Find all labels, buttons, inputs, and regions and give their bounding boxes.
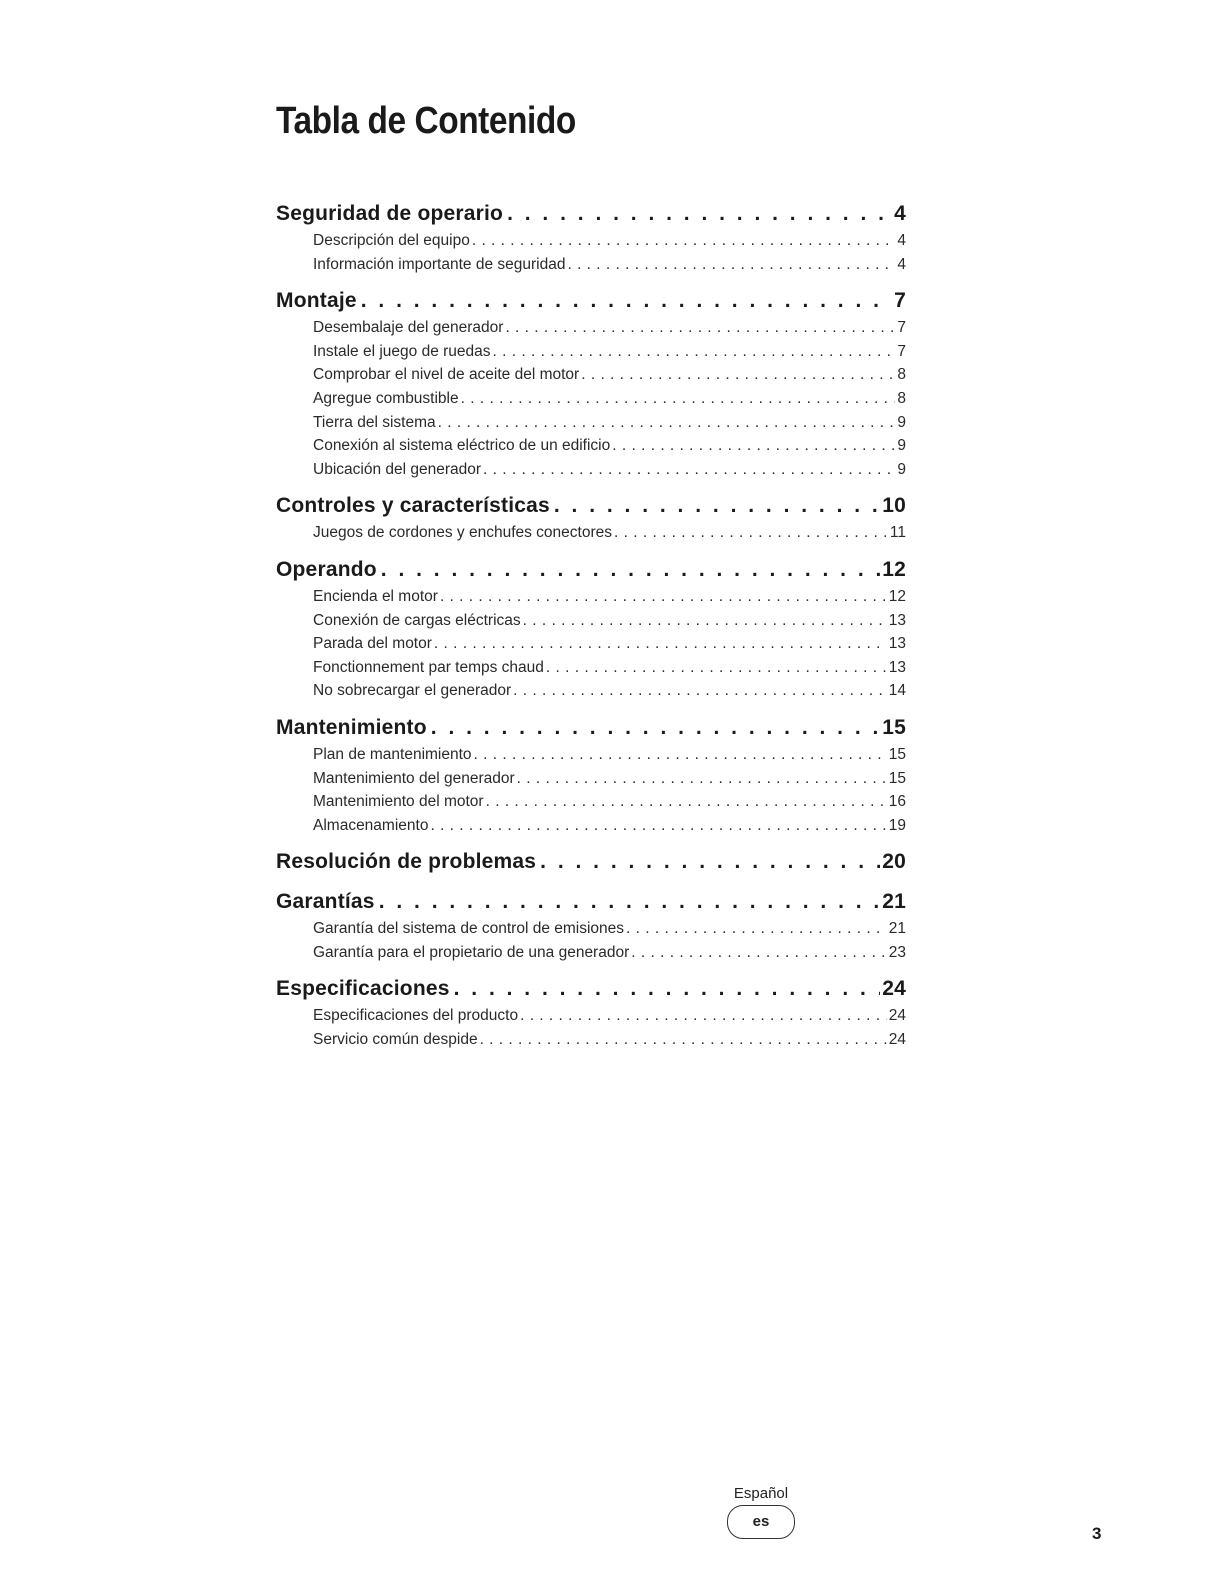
toc-entry[interactable] <box>276 1028 906 1052</box>
toc-entry-page: 24 <box>887 1004 906 1028</box>
toc-entry-page: 19 <box>887 814 906 838</box>
toc-section <box>276 886 906 964</box>
toc-entry-page: 15 <box>887 767 906 791</box>
toc-entry-label: Tierra del sistema <box>313 411 436 435</box>
toc-section-page: 24 <box>880 973 906 1004</box>
toc-entry-label: Garantía para el propietario de una generador <box>313 941 629 965</box>
toc-entry-page: 7 <box>895 316 906 340</box>
toc-entry-page: 9 <box>895 434 906 458</box>
toc-section-title: Montaje <box>276 285 357 316</box>
toc-section-title: Operando <box>276 554 377 585</box>
dot-leader <box>357 285 892 316</box>
toc-entry-label: Servicio común despide <box>313 1028 478 1052</box>
toc-section-page: 10 <box>880 490 906 521</box>
toc-section-heading[interactable] <box>276 712 906 743</box>
toc-entry[interactable] <box>276 632 906 656</box>
language-indicator <box>711 1485 811 1539</box>
toc-entry-page: 13 <box>887 632 906 656</box>
dot-leader <box>511 679 887 703</box>
toc-entry[interactable] <box>276 917 906 941</box>
toc-entry[interactable] <box>276 656 906 680</box>
toc-entry-page: 7 <box>895 340 906 364</box>
dot-leader <box>481 458 895 482</box>
toc-entry[interactable] <box>276 458 906 482</box>
dot-leader <box>377 554 880 585</box>
toc-entry-label: Mantenimiento del motor <box>313 790 484 814</box>
dot-leader <box>515 767 887 791</box>
toc-entry-label: No sobrecargar el generador <box>313 679 511 703</box>
page-number: 3 <box>1092 1524 1102 1543</box>
toc-section <box>276 712 906 837</box>
dot-leader <box>518 1004 887 1028</box>
dot-leader <box>438 585 887 609</box>
toc-section <box>276 198 906 276</box>
toc-section-heading[interactable] <box>276 285 906 316</box>
dot-leader <box>472 743 887 767</box>
toc-entry-page: 4 <box>895 229 906 253</box>
toc-entry[interactable] <box>276 340 906 364</box>
dot-leader <box>484 790 887 814</box>
dot-leader <box>610 434 895 458</box>
toc-section-heading[interactable] <box>276 490 906 521</box>
dot-leader <box>459 387 896 411</box>
toc-entry-label: Conexión al sistema eléctrico de un edificio <box>313 434 610 458</box>
toc-entry-page: 12 <box>887 585 906 609</box>
dot-leader <box>579 363 895 387</box>
toc-entry-label: Garantía del sistema de control de emisiones <box>313 917 624 941</box>
toc-section-title: Mantenimiento <box>276 712 427 743</box>
table-of-contents <box>276 198 906 1061</box>
toc-section <box>276 554 906 703</box>
toc-section-page: 15 <box>880 712 906 743</box>
toc-entry-page: 8 <box>895 363 906 387</box>
dot-leader <box>624 917 887 941</box>
toc-entry[interactable] <box>276 229 906 253</box>
toc-entry-page: 23 <box>887 941 906 965</box>
dot-leader <box>629 941 887 965</box>
toc-section-title: Resolución de problemas <box>276 846 536 877</box>
toc-entry-page: 8 <box>895 387 906 411</box>
toc-section-page: 7 <box>892 285 906 316</box>
toc-entry-label: Plan de mantenimiento <box>313 743 472 767</box>
toc-entry[interactable] <box>276 679 906 703</box>
toc-entry-page: 13 <box>887 609 906 633</box>
dot-leader <box>375 886 881 917</box>
toc-section-heading[interactable] <box>276 886 906 917</box>
toc-entry[interactable] <box>276 585 906 609</box>
toc-section-title: Garantías <box>276 886 375 917</box>
dot-leader <box>521 609 887 633</box>
toc-entry-label: Comprobar el nivel de aceite del motor <box>313 363 579 387</box>
toc-entry[interactable] <box>276 434 906 458</box>
toc-entry[interactable] <box>276 253 906 277</box>
dot-leader <box>436 411 896 435</box>
toc-section-title: Seguridad de operario <box>276 198 503 229</box>
dot-leader <box>544 656 887 680</box>
toc-entry-label: Parada del motor <box>313 632 432 656</box>
toc-entry-label: Especificaciones del producto <box>313 1004 518 1028</box>
toc-entry-label: Instale el juego de ruedas <box>313 340 491 364</box>
language-label: Español <box>733 1485 789 1502</box>
toc-entry-page: 21 <box>887 917 906 941</box>
toc-entry-label: Conexión de cargas eléctricas <box>313 609 521 633</box>
toc-entry-label: Encienda el motor <box>313 585 438 609</box>
toc-section <box>276 846 906 877</box>
dot-leader <box>612 521 888 545</box>
toc-entry[interactable] <box>276 1004 906 1028</box>
toc-entry-label: Mantenimiento del generador <box>313 767 515 791</box>
toc-entry-page: 16 <box>887 790 906 814</box>
toc-entry-page: 11 <box>888 521 906 545</box>
toc-entry[interactable] <box>276 767 906 791</box>
dot-leader <box>478 1028 887 1052</box>
toc-section-title: Especificaciones <box>276 973 450 1004</box>
toc-entry[interactable] <box>276 790 906 814</box>
toc-section-title: Controles y características <box>276 490 550 521</box>
dot-leader <box>432 632 887 656</box>
dot-leader <box>427 712 880 743</box>
toc-entry[interactable] <box>276 363 906 387</box>
toc-entry[interactable] <box>276 316 906 340</box>
toc-entry-page: 15 <box>887 743 906 767</box>
toc-entry-page: 14 <box>887 679 906 703</box>
dot-leader <box>565 253 895 277</box>
toc-section-heading[interactable] <box>276 198 906 229</box>
toc-entry[interactable] <box>276 387 906 411</box>
toc-section <box>276 285 906 481</box>
toc-entry-page: 13 <box>887 656 906 680</box>
dot-leader <box>491 340 896 364</box>
toc-entry-label: Descripción del equipo <box>313 229 470 253</box>
toc-section <box>276 973 906 1051</box>
toc-entry-label: Desembalaje del generador <box>313 316 503 340</box>
toc-entry-label: Almacenamiento <box>313 814 428 838</box>
toc-entry-label: Juegos de cordones y enchufes conectores <box>313 521 612 545</box>
toc-entry-page: 9 <box>895 411 906 435</box>
toc-section-page: 20 <box>880 846 906 877</box>
toc-entry-page: 9 <box>895 458 906 482</box>
page-title: Tabla de Contenido <box>276 100 576 142</box>
toc-section-page: 21 <box>880 886 906 917</box>
toc-entry[interactable] <box>276 814 906 838</box>
toc-entry[interactable] <box>276 941 906 965</box>
language-code-badge: es <box>727 1505 795 1539</box>
toc-section-page: 12 <box>880 554 906 585</box>
toc-entry-label: Agregue combustible <box>313 387 459 411</box>
toc-entry-page: 4 <box>895 253 906 277</box>
toc-section-heading[interactable] <box>276 554 906 585</box>
dot-leader <box>536 846 880 877</box>
toc-entry-label: Fonctionnement par temps chaud <box>313 656 544 680</box>
toc-section-heading[interactable] <box>276 973 906 1004</box>
toc-entry[interactable] <box>276 609 906 633</box>
toc-entry-page: 24 <box>887 1028 906 1052</box>
dot-leader <box>450 973 881 1004</box>
toc-entry[interactable] <box>276 743 906 767</box>
dot-leader <box>503 316 895 340</box>
toc-section-page: 4 <box>892 198 906 229</box>
dot-leader <box>428 814 886 838</box>
toc-entry[interactable] <box>276 521 906 545</box>
toc-section-heading[interactable] <box>276 846 906 877</box>
toc-section <box>276 490 906 545</box>
dot-leader <box>503 198 892 229</box>
toc-entry-label: Información importante de seguridad <box>313 253 565 277</box>
toc-entry[interactable] <box>276 411 906 435</box>
dot-leader <box>470 229 896 253</box>
toc-entry-label: Ubicación del generador <box>313 458 481 482</box>
dot-leader <box>550 490 880 521</box>
